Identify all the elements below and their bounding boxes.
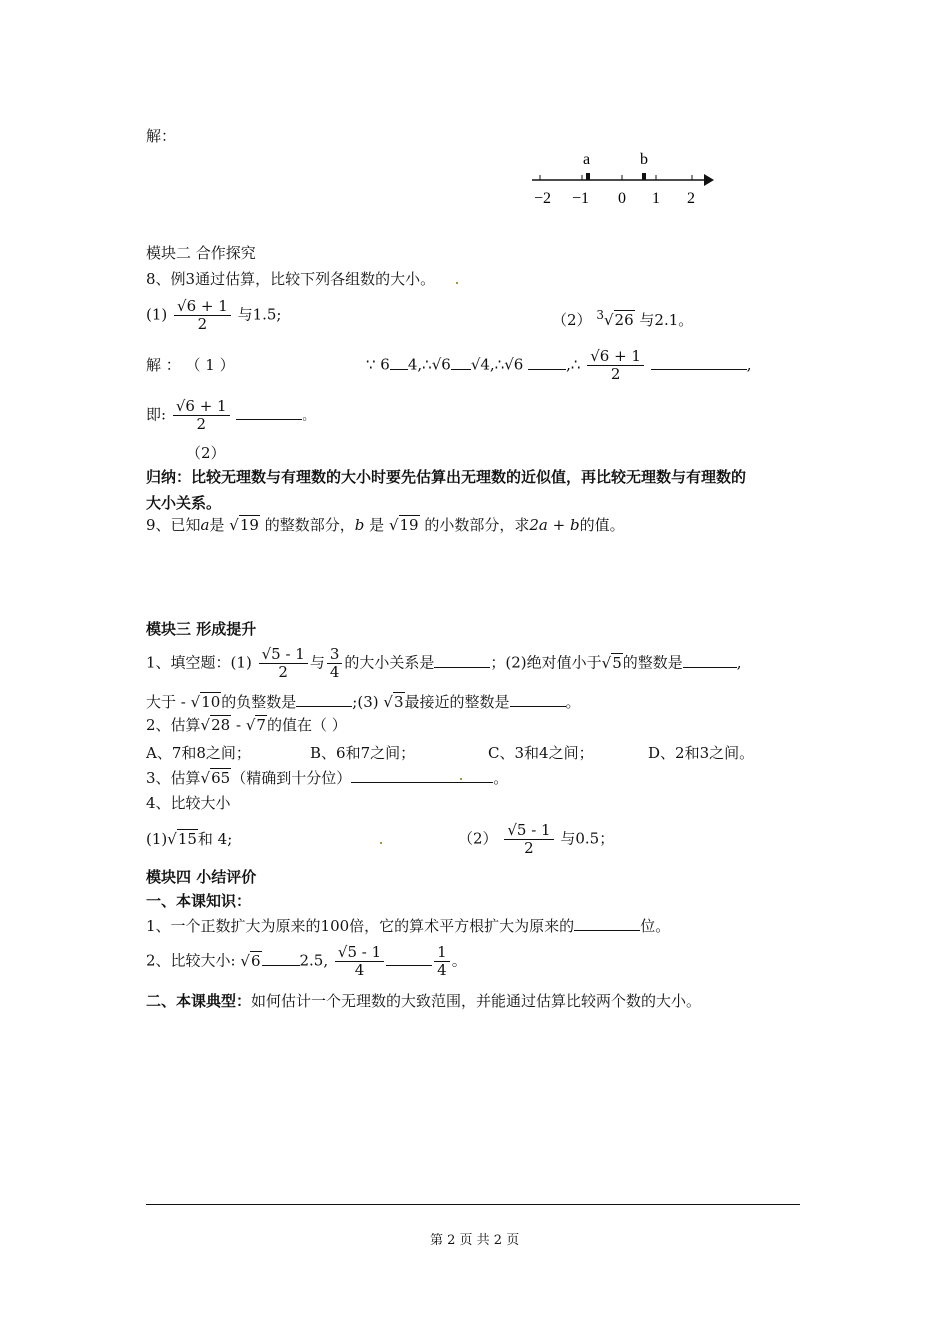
label-a: a [583,151,591,168]
radicand: 10 [201,693,221,711]
blank-4[interactable] [651,355,747,370]
fill-in-line-1 [146,646,742,681]
sqrt-19: √19 [229,516,259,534]
sqrt: √7 [245,716,266,734]
expression: 2a + b [529,516,580,534]
fraction [259,646,308,681]
ie-end: 。 [302,408,315,423]
sqrt: √6 [240,951,261,970]
tick-label-1: 1 [652,190,660,207]
fill-part: , [736,653,742,672]
q8-part1-suffix: 与1.5; [237,305,282,324]
summary-line-1: 归纳：比较无理数与有理数的大小时要先估算出无理数的近似值，再比较无理数与有理数的 [146,468,747,486]
option-a[interactable]: A、7和8之间； [146,744,251,762]
radicand: 7 [256,716,266,734]
radicand: 6 [250,951,261,970]
cube-root-index: 3 [596,308,604,322]
q4-part: 与0.5； [560,829,615,848]
page-footer: 第 2 页 共 2 页 [430,1233,520,1248]
fill-part: ;(3) [352,693,379,711]
knowledge-1 [146,916,670,935]
fraction-numerator: √6 + 1 [587,348,644,366]
radicand: 5 [612,653,622,672]
q2-part: 的值在（ ） [266,716,347,734]
module4-title: 模块四 小结评价 [146,868,257,886]
fill-part: 。 [565,693,581,711]
fraction-denominator: 2 [524,839,534,857]
blank[interactable] [434,653,490,668]
question-8: 8、例3通过估算，比较下列各组数的大小。 [146,270,436,288]
q4-part: 和 4; [197,830,233,848]
q9-part: 是 [209,516,225,534]
fraction [327,646,343,681]
option-b[interactable]: B、6和7之间； [310,744,416,762]
ie-fraction [173,398,230,433]
q9-part: 9、已知 [146,516,201,534]
q9-part: 的值。 [579,516,625,534]
radicand: 19 [239,516,259,534]
question-2 [146,716,347,734]
k1-part: 1、一个正数扩大为原来的100倍，它的算术平方根扩大为原来的 [146,917,575,935]
sol-end: , [746,355,752,374]
blank[interactable] [574,916,640,931]
typical-title: 二、本课典型： [146,992,252,1010]
k2-part: 2、比较大小: [146,951,236,970]
fill-part: 1、填空题：(1) [146,653,252,672]
option-d[interactable]: D、2和3之间。 [648,744,755,762]
k1-part: 位。 [640,917,671,935]
axis-arrow [704,174,714,186]
tick-label-0: 0 [618,190,626,207]
blank[interactable] [386,951,432,966]
decor-dot [456,282,458,284]
q8-part2-suffix: 与2.1。 [639,311,694,329]
fraction [434,944,450,979]
q2-part: - [235,716,242,734]
q4-part1 [146,830,232,848]
fraction-numerator: 3 [327,646,343,664]
q8-part2-prefix: （2） [552,311,592,329]
option-c[interactable]: C、3和4之间； [488,744,594,762]
solution-1-label: 解 ： （ 1 ） [146,356,235,374]
module3-title: 模块三 形成提升 [146,620,257,638]
q4-part2 [458,822,614,857]
fraction-numerator: √5 - 1 [335,944,384,962]
q3-part: （精确到十分位） [231,769,352,787]
q2-part: 2、估算 [146,716,201,734]
fraction-denominator: 4 [437,961,447,979]
blank-3[interactable] [528,355,566,370]
blank-2[interactable] [451,355,471,370]
sqrt: √5 [601,653,622,672]
blank[interactable] [510,692,566,707]
decor-dot [460,778,462,780]
var-a: a [200,516,210,534]
fill-part: ；(2)绝对值小于 [490,653,602,672]
tick-label-2: 2 [687,190,695,207]
q9-part: 的小数部分，求 [424,516,530,534]
blank[interactable] [683,653,737,668]
q9-part: 的整数部分， [264,516,355,534]
sqrt: √28 [200,716,231,734]
fraction-numerator: 1 [434,944,450,962]
ie-label: 即: [146,405,167,424]
footer-rule [146,1204,800,1205]
point-a [586,173,590,180]
blank[interactable] [262,951,300,966]
sol-part-b: 4,∴√6 [407,355,451,374]
knowledge-2 [146,944,467,979]
radicand: 3 [393,693,404,711]
q3-part: 。 [493,769,509,787]
fraction-numerator: √5 - 1 [259,646,308,664]
fill-part: 大于 - [146,693,186,711]
label-b: b [640,151,648,168]
k2-part: 。 [451,951,467,970]
radicand: 19 [399,516,419,534]
decor-dot [380,842,382,844]
radicand: 15 [177,830,197,848]
fill-part: 的整数是 [622,653,683,672]
question-4: 4、比较大小 [146,794,231,812]
question-3 [146,768,508,787]
tick-label-neg2: −2 [534,190,552,207]
fraction-denominator: 2 [196,415,206,433]
radicand: 65 [211,769,231,787]
var-b: b [354,516,365,534]
typical-text: 如何估计一个无理数的大致范围，并能通过估算比较两个数的大小。 [251,992,702,1010]
fill-part: 的大小关系是 [344,653,435,672]
radicand: 26 [614,311,634,329]
q4-part: （2） [458,829,498,848]
blank-5[interactable] [236,405,302,420]
sol-fraction [587,348,644,383]
summary-line-2: 大小关系。 [146,494,222,512]
k2-part: 2.5, [299,951,329,970]
fill-part: 的负整数是 [221,693,297,711]
tick-label-neg1: −1 [572,190,590,207]
sol-part-c: √4,∴√6 [470,355,524,374]
fraction-numerator: √6 + 1 [174,298,231,316]
question-9 [146,516,625,534]
sqrt: √3 [383,693,404,711]
fill-part: 最接近的整数是 [404,693,510,711]
fraction [504,822,553,857]
q9-part: 是 [369,516,385,534]
blank-1[interactable] [390,355,408,370]
knowledge-title: 一、本课知识： [146,892,252,910]
fill-part: 与 [309,653,325,672]
number-line [528,145,718,214]
point-b [642,173,646,180]
number-line-svg [528,145,718,210]
module2-title: 模块二 合作探究 [146,244,256,262]
fraction-denominator: 2 [278,663,288,681]
fraction-denominator: 2 [610,365,621,383]
sqrt-19: √19 [388,516,419,534]
fraction [335,944,384,979]
typical-line [146,992,701,1010]
solution-2-label: （2） [186,444,226,462]
sqrt: √15 [167,830,197,848]
fill-in-line-2 [146,692,581,711]
fraction-denominator: 2 [197,315,208,333]
fraction-numerator: √6 + 1 [173,398,230,416]
ie-line [146,398,314,433]
q3-part: 3、估算 [146,769,201,787]
fraction-numerator: √5 - 1 [504,822,553,840]
blank[interactable] [351,768,493,783]
q4-part: (1) [146,830,168,848]
q8-part1 [146,298,281,333]
q8-part1-fraction [174,298,231,333]
fraction-denominator: 4 [354,961,365,979]
q8-part1-prefix: (1) [146,305,168,324]
radicand: 28 [211,716,231,734]
solution-label: 解： [146,127,177,145]
blank[interactable] [296,692,352,707]
sol-part-a: ∵ 6 [366,355,390,374]
q8-part2 [552,306,693,329]
solution-1-line [366,348,752,383]
sqrt: √65 [200,769,231,787]
sol-part-d: ,∴ [566,355,581,374]
fraction-denominator: 4 [329,663,340,681]
cube-root: √26 [603,311,634,329]
sqrt: √10 [190,693,221,711]
